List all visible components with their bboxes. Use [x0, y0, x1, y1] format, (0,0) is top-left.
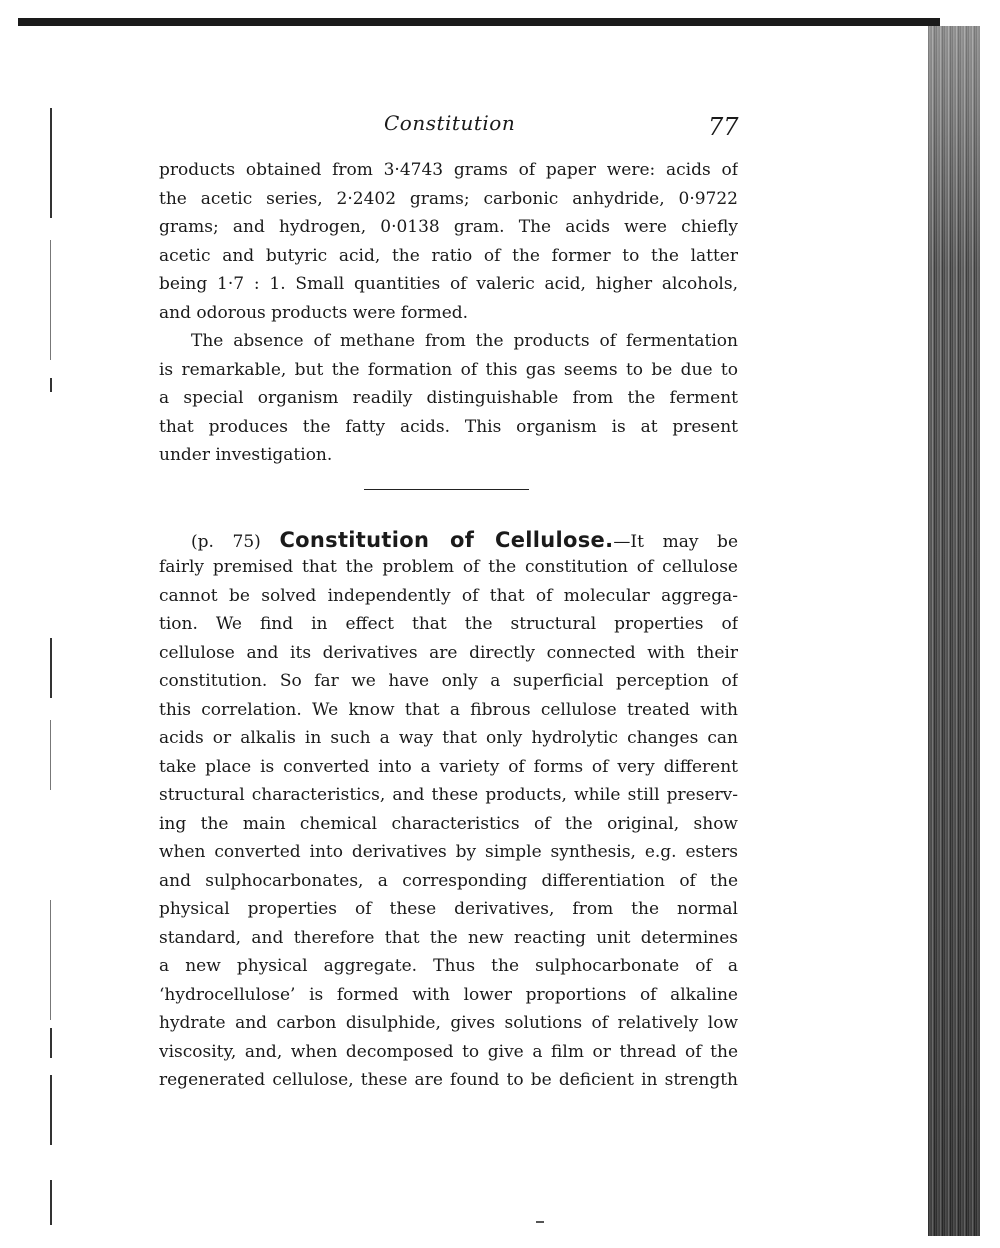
text-line: and odorous products were formed.: [159, 302, 469, 323]
running-head: [0, 111, 1000, 141]
text-line: take place is converted into a variety of forms of very different: [159, 756, 738, 777]
text-line: a new physical aggregate. Thus the sulphocarbonate of a: [159, 956, 738, 976]
book-spine-shadow: [928, 26, 980, 1236]
section-heading-line: [159, 526, 738, 555]
section-heading: Constitution of Cellulose.: [279, 528, 614, 552]
text-line: hydrate and carbon disulphide, gives solutions of relatively low: [159, 1013, 738, 1033]
text-line: is remarkable, but the formation of this gas seems to be due to: [159, 359, 738, 380]
text-line: ing the main chemical characteristics of the original, show: [159, 813, 738, 834]
text-line: that produces the fatty acids. This organism is at present: [159, 416, 738, 437]
running-head-title: Constitution: [384, 111, 516, 135]
text-line: constitution. So far we have only a superficial perception of: [159, 671, 738, 691]
margin-mark: [50, 1028, 52, 1058]
text-line: a special organism readily distinguishable from the ferment: [159, 388, 738, 408]
text-line: grams; and hydrogen, 0·0138 gram. The acids were chiefly: [159, 217, 738, 237]
text-line: cellulose and its derivatives are directly connected with their: [159, 642, 738, 663]
text-line: viscosity, and, when decomposed to give a film or thread of the: [159, 1041, 738, 1062]
paragraph-methane-absence: [159, 327, 738, 470]
text-line: ‘hydrocellulose’ is formed with lower proportions of alkaline: [159, 984, 738, 1005]
margin-mark: [50, 1075, 52, 1145]
section-heading-row: [159, 526, 738, 555]
margin-mark: [50, 638, 52, 698]
page-reference: (p. 75): [191, 532, 261, 552]
text-line: acids or alkalis in such a way that only hydrolytic changes can: [159, 728, 738, 748]
section-lead-in: —It may be: [613, 532, 738, 552]
text-line: being 1·7 : 1. Small quantities of valeric acid, higher alcohols,: [159, 274, 738, 294]
text-line: The absence of methane from the products of fermentation: [191, 331, 738, 351]
margin-mark: [50, 378, 52, 392]
text-line: this correlation. We know that a fibrous cellulose treated with: [159, 699, 738, 720]
text-line: and sulphocarbonates, a corresponding differentiation of the: [159, 870, 738, 891]
page-number: 77: [708, 113, 739, 141]
text-line: cannot be solved independently of that of molecular aggrega-: [159, 585, 738, 606]
page-bottom-mark: [536, 1221, 544, 1223]
text-line: fairly premised that the problem of the constitution of cellulose: [159, 557, 738, 577]
margin-mark: [50, 240, 51, 360]
text-line: tion. We find in effect that the structural properties of: [159, 614, 738, 634]
margin-mark: [50, 900, 51, 1020]
text-line: when converted into derivatives by simple synthesis, e.g. esters: [159, 842, 738, 862]
margin-mark: [50, 1180, 52, 1225]
text-line: acetic and butyric acid, the ratio of the former to the latter: [159, 245, 738, 266]
text-line: standard, and therefore that the new reacting unit determines: [159, 927, 738, 948]
paragraph-fermentation-products: [159, 156, 738, 327]
margin-mark: [50, 720, 51, 790]
section-divider: [364, 489, 529, 490]
page-top-border: [18, 18, 940, 26]
text-line: the acetic series, 2·2402 grams; carbonic anhydride, 0·9722: [159, 188, 738, 209]
text-line: physical properties of these derivatives, from the normal: [159, 899, 738, 919]
text-line: products obtained from 3·4743 grams of paper were: acids of: [159, 160, 738, 180]
margin-marks: [44, 100, 64, 1230]
text-line: regenerated cellulose, these are found to be deficient in strength: [159, 1070, 738, 1090]
text-line: under investigation.: [159, 445, 333, 465]
text-line: structural characteristics, and these products, while still preserv-: [159, 785, 738, 805]
paragraph-constitution-of-cellulose: [159, 553, 738, 1095]
